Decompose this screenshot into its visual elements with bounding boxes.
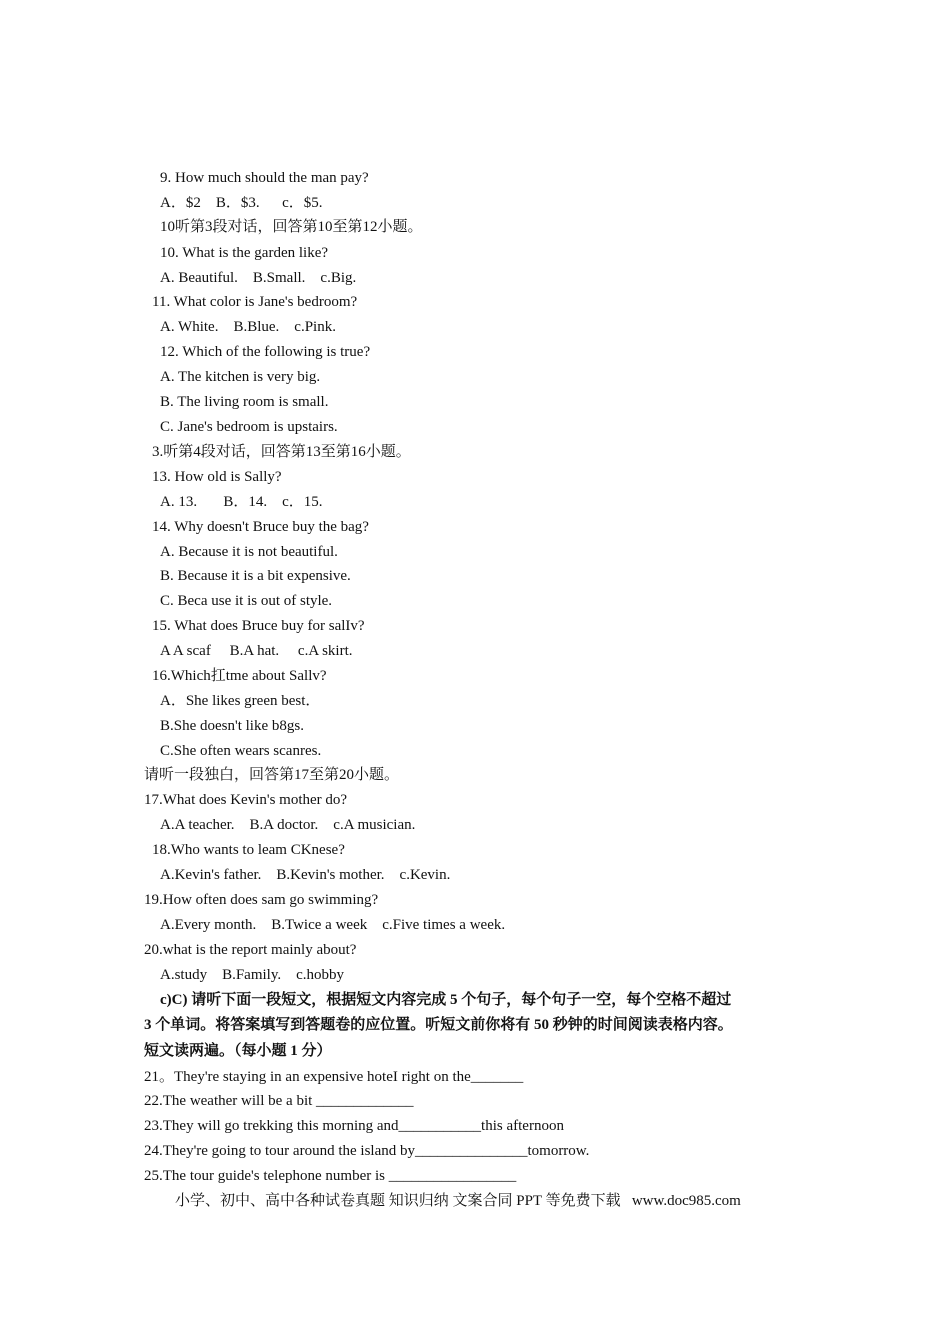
question-18: 18.Who wants to leam CKnese? <box>152 842 345 858</box>
question-9-options: A．$2 B．$3. c．$5. <box>160 195 323 211</box>
question-16-option-c: C.She often wears scanres. <box>160 743 322 759</box>
section-heading-monologue: 请听一段独白，回答第17至第20小题。 <box>144 767 400 783</box>
section-heading-dialogue-3: 10听第3段对话，回答第10至第12小题。 <box>160 219 423 235</box>
question-11: 11. What color is Jane's bedroom? <box>152 294 358 310</box>
footer-text: 小学、初中、高中各种试卷真题 知识归纳 文案合同 PPT 等免费下载 www.doc985.com <box>175 1193 741 1209</box>
question-15: 15. What does Bruce buy for salIv? <box>152 618 365 634</box>
section-c-instructions-line-3: 短文读两遍。（每小题 1 分） <box>144 1043 332 1059</box>
question-19-options: A.Every month. B.Twice a week c.Five times a week. <box>160 917 506 933</box>
question-15-options: A A scaf B.A hat. c.A skirt. <box>160 643 353 659</box>
question-13-options: A. 13. B．14. c．15. <box>160 494 323 510</box>
question-22: 22.The weather will be a bit _____________ <box>144 1093 414 1109</box>
question-9: 9. How much should the man pay? <box>160 170 369 186</box>
question-20-options: A.study B.Family. c.hobby <box>160 967 345 983</box>
question-19: 19.How often does sam go swimming? <box>144 892 379 908</box>
question-12-option-c: C. Jane's bedroom is upstairs. <box>160 419 338 435</box>
question-14-option-a: A. Because it is not beautiful. <box>160 544 338 560</box>
question-16-option-b: B.She doesn't like b8gs. <box>160 718 304 734</box>
question-12-option-b: B. The living room is small. <box>160 394 329 410</box>
question-17-options: A.A teacher. B.A doctor. c.A musician. <box>160 817 416 833</box>
question-23: 23.They will go trekking this morning and___________this afternoon <box>144 1118 564 1134</box>
question-16: 16.Which扛tme about Sallv? <box>152 668 327 684</box>
section-c-instructions-line-1: c)C) 请听下面一段短文，根据短文内容完成 5 个句子，每个句子一空，每个空格不超过 <box>160 992 732 1008</box>
question-11-options: A. White. B.Blue. c.Pink. <box>160 319 336 335</box>
question-18-options: A.Kevin's father. B.Kevin's mother. c.Kevin. <box>160 867 451 883</box>
question-24: 24.They're going to tour around the island by_______________tomorrow. <box>144 1143 590 1159</box>
question-16-option-a: A．She likes green best． <box>160 693 321 709</box>
question-10: 10. What is the garden like? <box>160 245 329 261</box>
section-c-instructions-line-2: 3 个单词。将答案填写到答题卷的应位置。听短文前你将有 50 秒钟的时间阅读表格内容。 <box>144 1017 733 1033</box>
section-heading-dialogue-4: 3.听第4段对话，回答第13至第16小题。 <box>152 444 411 460</box>
question-17: 17.What does Kevin's mother do? <box>144 792 348 808</box>
question-21: 21。They're staying in an expensive hoteI right on the_______ <box>144 1069 524 1085</box>
question-12: 12. Which of the following is true? <box>160 344 371 360</box>
question-14-option-b: B. Because it is a bit expensive. <box>160 568 351 584</box>
question-25: 25.The tour guide's telephone number is _________________ <box>144 1168 517 1184</box>
question-20: 20.what is the report mainly about? <box>144 942 357 958</box>
question-14-option-c: C. Beca use it is out of style. <box>160 593 333 609</box>
question-13: 13. How old is Sally? <box>152 469 282 485</box>
question-12-option-a: A. The kitchen is very big. <box>160 369 321 385</box>
question-10-options: A. Beautiful. B.Small. c.Big. <box>160 270 357 286</box>
question-14: 14. Why doesn't Bruce buy the bag? <box>152 519 369 535</box>
